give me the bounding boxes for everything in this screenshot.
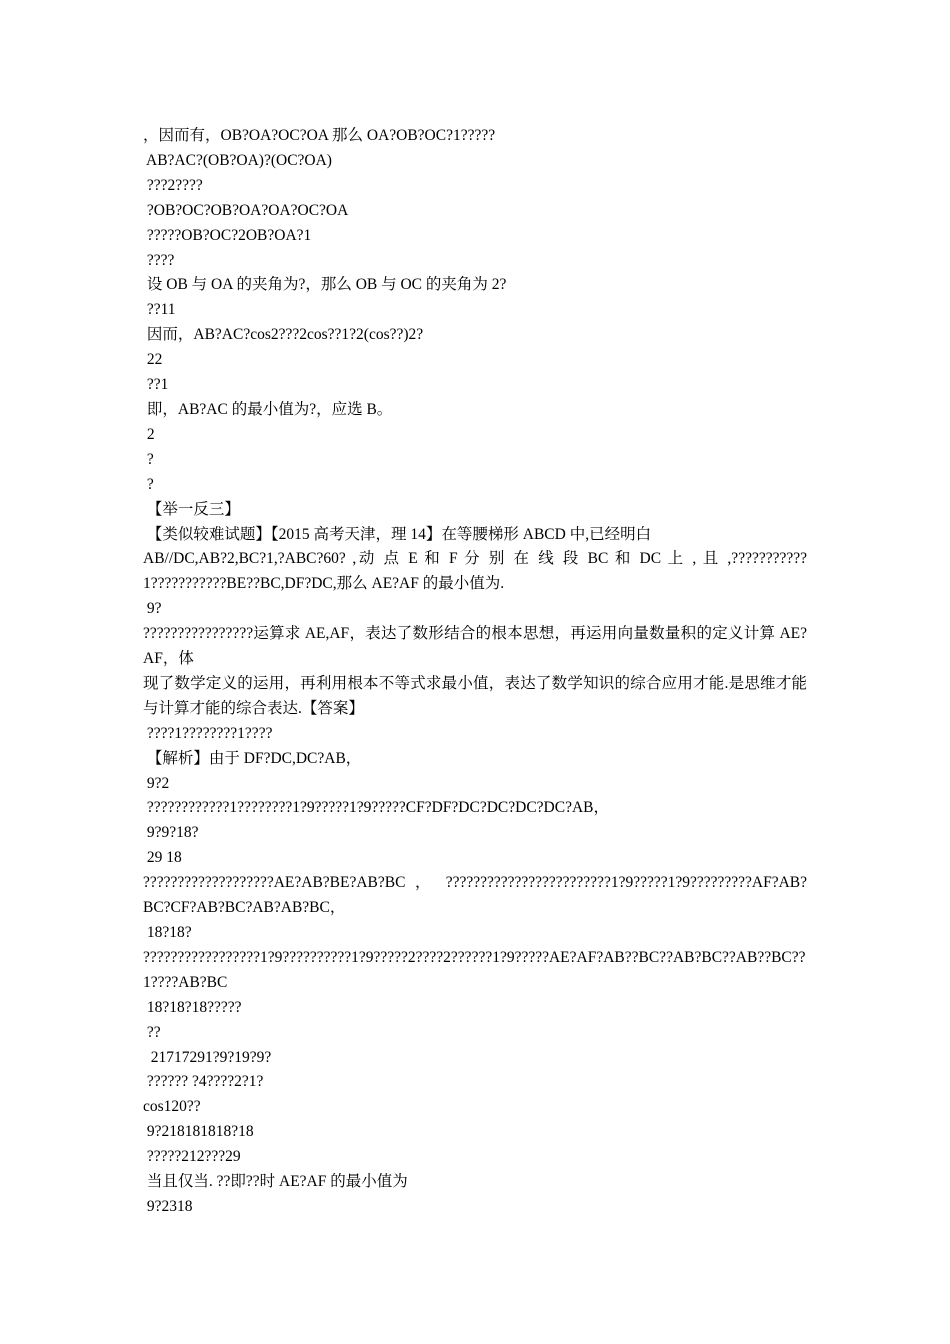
text-line: AB?AC?(OB?OA)?(OC?OA) [143,151,332,169]
text-line: ??11 [143,301,176,319]
text-line: ?????212???29 [143,1148,241,1166]
text-line: 9?2 [143,774,170,792]
section-heading: 【举一反三】 [143,500,240,518]
text-line: ???2???? [143,176,203,194]
problem-text: AB//DC,AB?2,BC?1,?ABC?60? ,动 点 E 和 F 分 别 在 线 段 BC 和 DC 上 , 且 ,???????????1???????????BE??BC,DF?DC,那么 AE?AF 的最小值为. [143,550,807,593]
text-line: 因而，AB?AC?cos2???2cos??1?2(cos??)2? [143,326,424,344]
text-line: ??1 [143,376,169,394]
text-line: 2 [143,425,155,443]
text-line: 29 18 [143,849,182,867]
text-line: 9? [143,600,162,618]
analysis-text: ????????????????运算求 AE,AF，表达了数形结合的根本思想，再运用向量数量积的定义计算 AE?AF，体 [143,625,807,668]
solution-text: ???????????????????AE?AB?BE?AB?BC ， ????????????????????????1?9?????1?9?????????AF?AB?BC?CF?AB?BC?AB?AB?BC， [143,874,807,917]
text-line: ?OB?OC?OB?OA?OA?OC?OA [143,201,349,219]
text-line: ? [143,475,154,493]
text-line: 9?2318 [143,1197,193,1215]
text-line: ????????????1????????1?9?????1?9?????CF?DF?DC?DC?DC?DC?AB， [143,799,609,817]
text-line: 18?18? [143,924,192,941]
solution-text: ?????????????????1?9??????????1?9?????2????2??????1?9?????AE?AF?AB??BC??AB?BC??AB??BC??1????AB?BC [143,948,806,991]
problem-heading: 【类似较难试题】【2015 高考天津，理 14】在等腰梯形 ABCD 中,已经明白 [143,525,652,543]
text-line: 18?18?18????? [143,998,242,1016]
text-line: 设 OB 与 OA 的夹角为?，那么 OB 与 OC 的夹角为 2? [143,276,507,294]
text-line: 21717291?9?19?9? [143,1048,272,1066]
text-line: ?????? ?4????2?1? [143,1073,264,1091]
text-line: ?????OB?OC?2OB?OA?1 [143,226,312,244]
text-line: ?? [143,1023,161,1041]
text-line: ? [143,450,154,468]
analysis-text: 现了数学定义的运用，再利用根本不等式求最小值，表达了数学知识的综合应用才能.是思维才能与计算才能的综合表达.【答案】 [143,674,807,717]
text-line: ，因而有，OB?OA?OC?OA 那么 OA?OB?OC?1????? [143,127,496,144]
text-line: ????1????????1???? [143,724,273,742]
text-line: 22 [143,351,163,369]
conclusion-line: 当且仅当. ??即??时 AE?AF 的最小值为 [143,1173,408,1191]
text-line: cos120?? [143,1098,201,1116]
text-line: ???? [143,251,175,269]
solution-heading: 【解析】由于 DF?DC,DC?AB， [143,749,362,767]
text-line: 9?9?18? [143,824,199,842]
document-body [143,124,807,1220]
text-line: 即，AB?AC 的最小值为?，应选 B。 [143,400,393,418]
text-line: 9?218181818?18 [143,1123,254,1141]
